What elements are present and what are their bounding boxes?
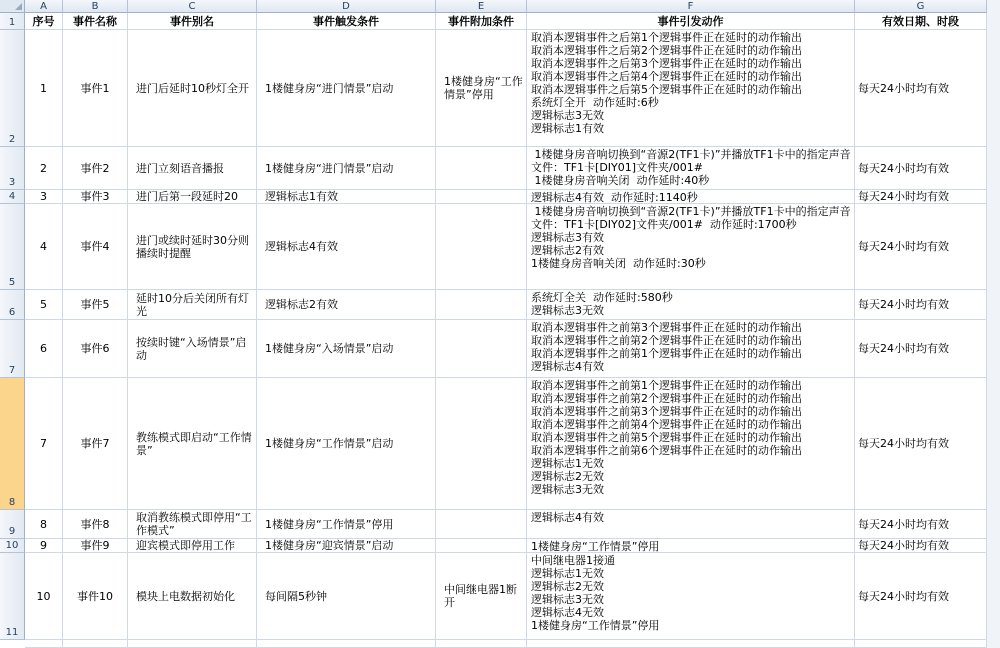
header-event-alias[interactable] bbox=[128, 13, 257, 30]
cell-valid-period[interactable] bbox=[855, 320, 987, 378]
cell-valid-period-text: 每天24小时均有效 bbox=[858, 539, 949, 552]
cell-extra-condition[interactable] bbox=[436, 553, 527, 640]
cell-no-text: 7 bbox=[40, 437, 47, 450]
cell-event-name-text: 事件8 bbox=[80, 517, 110, 531]
row-header-5[interactable]: 5 bbox=[0, 204, 25, 290]
cell-no-text: 3 bbox=[40, 190, 47, 203]
column-header-d[interactable]: D bbox=[257, 0, 436, 13]
cell-event-alias-text: 模块上电数据初始化 bbox=[136, 589, 235, 603]
cell-trigger-text: 1楼健身房“工作情景”启动 bbox=[265, 437, 394, 450]
cell-trigger[interactable] bbox=[257, 553, 436, 640]
cell-event-name[interactable] bbox=[63, 510, 128, 539]
cell-action[interactable] bbox=[527, 290, 855, 320]
cell-event-alias-text: 进门后第一段延时20 bbox=[136, 190, 238, 203]
cell-event-name-text: 事件1 bbox=[80, 81, 110, 95]
cell-event-alias-text: 进门后延时10秒灯全开 bbox=[136, 81, 249, 95]
cell-trigger[interactable] bbox=[257, 510, 436, 539]
cell-trigger-text: 每间隔5秒钟 bbox=[265, 589, 327, 603]
empty-cell-c[interactable] bbox=[128, 640, 257, 648]
cell-extra-condition[interactable] bbox=[436, 30, 527, 147]
cell-valid-period-text: 每天24小时均有效 bbox=[858, 81, 949, 95]
cell-event-alias-text: 进门立刻语音播报 bbox=[136, 161, 224, 175]
cell-no-text: 10 bbox=[36, 589, 51, 603]
cell-valid-period-text: 每天24小时均有效 bbox=[858, 240, 949, 253]
select-all-corner[interactable] bbox=[0, 0, 25, 13]
cell-valid-period-text: 每天24小时均有效 bbox=[858, 589, 949, 603]
cell-trigger[interactable] bbox=[257, 204, 436, 290]
cell-no-text: 5 bbox=[40, 298, 47, 311]
column-header-b[interactable]: B bbox=[63, 0, 128, 13]
cell-no[interactable] bbox=[25, 510, 63, 539]
cell-action[interactable] bbox=[527, 539, 855, 553]
cell-valid-period[interactable] bbox=[855, 290, 987, 320]
header-event-name[interactable] bbox=[63, 13, 128, 30]
cell-event-alias[interactable] bbox=[128, 204, 257, 290]
row-header-11[interactable]: 11 bbox=[0, 553, 25, 640]
empty-cell-a[interactable] bbox=[25, 640, 63, 648]
cell-trigger[interactable] bbox=[257, 190, 436, 204]
cell-action-text: 取消本逻辑事件之后第1个逻辑事件正在延时的动作输出 取消本逻辑事件之后第2个逻辑事件正在延时的动作输出 取消本逻辑事件之后第3个逻辑事件正在延时的动作输出 取消本逻辑事件之后第4个逻辑事件正在延时的动作输出 取消本逻辑事件之后第5个逻辑事件正在延时的动作输出 系统灯全开 动作延时:6秒 逻辑标志3无效 逻辑标志1有效 bbox=[531, 31, 802, 135]
cell-valid-period[interactable] bbox=[855, 378, 987, 510]
cell-event-name-text: 事件3 bbox=[80, 190, 110, 203]
cell-no[interactable] bbox=[25, 204, 63, 290]
cell-trigger[interactable] bbox=[257, 147, 436, 190]
cell-event-alias[interactable] bbox=[128, 320, 257, 378]
cell-valid-period-text: 每天24小时均有效 bbox=[858, 190, 949, 203]
cell-event-name[interactable] bbox=[63, 378, 128, 510]
empty-cell-e[interactable] bbox=[436, 640, 527, 648]
cell-trigger[interactable] bbox=[257, 378, 436, 510]
cell-event-name[interactable] bbox=[63, 290, 128, 320]
header-extra-condition[interactable] bbox=[436, 13, 527, 30]
cell-no-text: 4 bbox=[40, 240, 47, 253]
select-all-triangle-icon bbox=[15, 3, 22, 10]
header-no-text: 序号 bbox=[32, 14, 55, 28]
cell-extra-condition[interactable] bbox=[436, 147, 527, 190]
cell-action-text: 1楼健身房音响切换到“音源2(TF1卡)”并播放TF1卡中的指定声音文件：TF1卡[DIY01]文件夹/001# 1楼健身房音响关闭 动作延时:40秒 bbox=[531, 148, 851, 187]
empty-cell-g[interactable] bbox=[855, 640, 987, 648]
cell-event-name-text: 事件4 bbox=[80, 240, 110, 253]
cell-event-name-text: 事件7 bbox=[80, 437, 110, 450]
cell-action[interactable] bbox=[527, 147, 855, 190]
header-action-text: 事件引发动作 bbox=[657, 14, 724, 28]
header-event-name-text: 事件名称 bbox=[73, 14, 117, 28]
header-extra-condition-text: 事件附加条件 bbox=[448, 14, 514, 28]
cell-extra-condition-text: 中间继电器1断开 bbox=[444, 583, 517, 609]
cell-no-text: 2 bbox=[40, 161, 47, 175]
cell-action-text: 系统灯全关 动作延时:580秒 逻辑标志3无效 bbox=[531, 291, 673, 317]
cell-valid-period[interactable] bbox=[855, 30, 987, 147]
cell-trigger-text: 1楼健身房“迎宾情景”启动 bbox=[265, 539, 394, 552]
row-header-7[interactable]: 7 bbox=[0, 320, 25, 378]
cell-extra-condition-text: 1楼健身房“工作情景”停用 bbox=[444, 75, 523, 101]
cell-trigger-text: 逻辑标志2有效 bbox=[265, 298, 338, 311]
cell-event-name[interactable] bbox=[63, 320, 128, 378]
cell-trigger-text: 1楼健身房“进门情景”启动 bbox=[265, 81, 394, 95]
cell-trigger[interactable] bbox=[257, 30, 436, 147]
cell-event-alias[interactable] bbox=[128, 510, 257, 539]
column-header-g[interactable]: G bbox=[855, 0, 987, 13]
cell-trigger-text: 逻辑标志4有效 bbox=[265, 240, 338, 253]
cell-event-alias[interactable] bbox=[128, 553, 257, 640]
cell-no-text: 8 bbox=[40, 517, 47, 531]
cell-no[interactable] bbox=[25, 290, 63, 320]
cell-event-alias-text: 进门或续时延时30分则播续时提醒 bbox=[136, 233, 249, 260]
cell-event-name[interactable] bbox=[63, 553, 128, 640]
cell-extra-condition[interactable] bbox=[436, 378, 527, 510]
row-header-2[interactable]: 2 bbox=[0, 30, 25, 147]
cell-action[interactable] bbox=[527, 30, 855, 147]
cell-event-name-text: 事件5 bbox=[80, 298, 110, 311]
cell-event-alias-text: 迎宾模式即停用工作 bbox=[136, 539, 235, 552]
cell-action-text: 逻辑标志4有效 bbox=[531, 511, 604, 524]
column-header-a[interactable]: A bbox=[25, 0, 63, 13]
header-event-alias-text: 事件别名 bbox=[170, 14, 214, 28]
cell-event-alias[interactable] bbox=[128, 147, 257, 190]
cell-action[interactable] bbox=[527, 320, 855, 378]
cell-action-text: 逻辑标志4有效 动作延时:1140秒 bbox=[531, 191, 698, 204]
empty-cell-b[interactable] bbox=[63, 640, 128, 648]
header-valid-period-text: 有效日期、时段 bbox=[882, 14, 959, 28]
cell-no[interactable] bbox=[25, 190, 63, 204]
row-header-10[interactable]: 10 bbox=[0, 539, 25, 553]
cell-action-text: 取消本逻辑事件之前第3个逻辑事件正在延时的动作输出 取消本逻辑事件之前第2个逻辑事件正在延时的动作输出 取消本逻辑事件之前第1个逻辑事件正在延时的动作输出 逻辑标志4有效 bbox=[531, 321, 802, 373]
cell-action[interactable] bbox=[527, 553, 855, 640]
cell-extra-condition[interactable] bbox=[436, 510, 527, 539]
cell-no[interactable] bbox=[25, 147, 63, 190]
cell-extra-condition[interactable] bbox=[436, 290, 527, 320]
cell-event-name-text: 事件6 bbox=[80, 342, 110, 355]
cell-no-text: 9 bbox=[40, 539, 47, 552]
cell-action-text: 1楼健身房音响切换到“音源2(TF1卡)”并播放TF1卡中的指定声音文件：TF1卡[DIY02]文件夹/001# 动作延时:1700秒 逻辑标志3有效 逻辑标志2有效 1楼健身房音响关闭 动作延时:30秒 bbox=[531, 205, 851, 270]
cell-action-text: 取消本逻辑事件之前第1个逻辑事件正在延时的动作输出 取消本逻辑事件之前第2个逻辑事件正在延时的动作输出 取消本逻辑事件之前第3个逻辑事件正在延时的动作输出 取消本逻辑事件之前第4个逻辑事件正在延时的动作输出 取消本逻辑事件之前第5个逻辑事件正在延时的动作输出 取消本逻辑事件之前第6个逻辑事件正在延时的动作输出 逻辑标志1无效 逻辑标志2无效 逻辑标志3无效 bbox=[531, 379, 802, 496]
cell-event-alias[interactable] bbox=[128, 539, 257, 553]
cell-event-alias[interactable] bbox=[128, 290, 257, 320]
cell-valid-period-text: 每天24小时均有效 bbox=[858, 342, 949, 355]
sheet-right-edge bbox=[987, 0, 1000, 648]
column-header-f[interactable]: F bbox=[527, 0, 855, 13]
cell-extra-condition[interactable] bbox=[436, 320, 527, 378]
cell-valid-period-text: 每天24小时均有效 bbox=[858, 298, 949, 311]
cell-event-alias[interactable] bbox=[128, 378, 257, 510]
cell-event-alias-text: 按续时键“入场情景”启动 bbox=[136, 335, 247, 362]
cell-trigger-text: 1楼健身房“进门情景”启动 bbox=[265, 161, 394, 175]
cell-valid-period[interactable] bbox=[855, 539, 987, 553]
cell-no[interactable] bbox=[25, 320, 63, 378]
cell-trigger[interactable] bbox=[257, 320, 436, 378]
cell-no-text: 1 bbox=[40, 81, 47, 95]
cell-no[interactable] bbox=[25, 553, 63, 640]
cell-event-alias[interactable] bbox=[128, 190, 257, 204]
row-header-3[interactable]: 3 bbox=[0, 147, 25, 190]
cell-valid-period-text: 每天24小时均有效 bbox=[858, 161, 949, 175]
empty-cell-f[interactable] bbox=[527, 640, 855, 648]
row-header-4[interactable]: 4 bbox=[0, 190, 25, 204]
cell-event-alias-text: 教练模式即启动“工作情景” bbox=[136, 430, 252, 457]
cell-trigger-text: 1楼健身房“工作情景”停用 bbox=[265, 517, 394, 531]
cell-event-name[interactable] bbox=[63, 30, 128, 147]
cell-no[interactable] bbox=[25, 378, 63, 510]
header-no[interactable] bbox=[25, 13, 63, 30]
cell-valid-period[interactable] bbox=[855, 510, 987, 539]
cell-valid-period[interactable] bbox=[855, 204, 987, 290]
cell-action[interactable] bbox=[527, 510, 855, 539]
cell-action[interactable] bbox=[527, 190, 855, 204]
cell-action-text: 中间继电器1接通 逻辑标志1无效 逻辑标志2无效 逻辑标志3无效 逻辑标志4无效 1楼健身房“工作情景”停用 bbox=[531, 554, 660, 632]
cell-extra-condition[interactable] bbox=[436, 539, 527, 553]
header-action[interactable] bbox=[527, 13, 855, 30]
empty-cell-d[interactable] bbox=[257, 640, 436, 648]
cell-event-name[interactable] bbox=[63, 147, 128, 190]
cell-event-name-text: 事件9 bbox=[80, 539, 110, 552]
cell-trigger[interactable] bbox=[257, 539, 436, 553]
cell-valid-period[interactable] bbox=[855, 190, 987, 204]
cell-trigger[interactable] bbox=[257, 290, 436, 320]
cell-extra-condition[interactable] bbox=[436, 190, 527, 204]
row-header-1[interactable]: 1 bbox=[0, 13, 25, 30]
cell-action[interactable] bbox=[527, 378, 855, 510]
cell-valid-period[interactable] bbox=[855, 553, 987, 640]
column-header-e[interactable]: E bbox=[436, 0, 527, 13]
cell-event-name-text: 事件2 bbox=[80, 161, 110, 175]
cell-event-name[interactable] bbox=[63, 204, 128, 290]
cell-event-name[interactable] bbox=[63, 539, 128, 553]
cell-trigger-text: 1楼健身房“入场情景”启动 bbox=[265, 342, 394, 355]
cell-extra-condition[interactable] bbox=[436, 204, 527, 290]
cell-trigger-text: 逻辑标志1有效 bbox=[265, 190, 338, 203]
cell-no[interactable] bbox=[25, 30, 63, 147]
row-header-9[interactable]: 9 bbox=[0, 510, 25, 539]
cell-event-name-text: 事件10 bbox=[77, 589, 113, 603]
cell-no[interactable] bbox=[25, 539, 63, 553]
header-valid-period[interactable] bbox=[855, 13, 987, 30]
cell-event-alias-text: 延时10分后关闭所有灯光 bbox=[136, 291, 249, 318]
cell-valid-period-text: 每天24小时均有效 bbox=[858, 437, 949, 450]
cell-action[interactable] bbox=[527, 204, 855, 290]
column-header-c[interactable]: C bbox=[128, 0, 257, 13]
cell-valid-period[interactable] bbox=[855, 147, 987, 190]
cell-valid-period-text: 每天24小时均有效 bbox=[858, 517, 949, 531]
header-trigger[interactable] bbox=[257, 13, 436, 30]
cell-event-alias[interactable] bbox=[128, 30, 257, 147]
row-header-6[interactable]: 6 bbox=[0, 290, 25, 320]
cell-event-alias-text: 取消教练模式即停用“工作模式” bbox=[136, 511, 252, 537]
cell-action-text: 1楼健身房“工作情景”停用 bbox=[531, 540, 660, 553]
row-header-8[interactable]: 8 bbox=[0, 378, 25, 510]
cell-no-text: 6 bbox=[40, 342, 47, 355]
header-trigger-text: 事件触发条件 bbox=[313, 14, 379, 28]
cell-event-name[interactable] bbox=[63, 190, 128, 204]
